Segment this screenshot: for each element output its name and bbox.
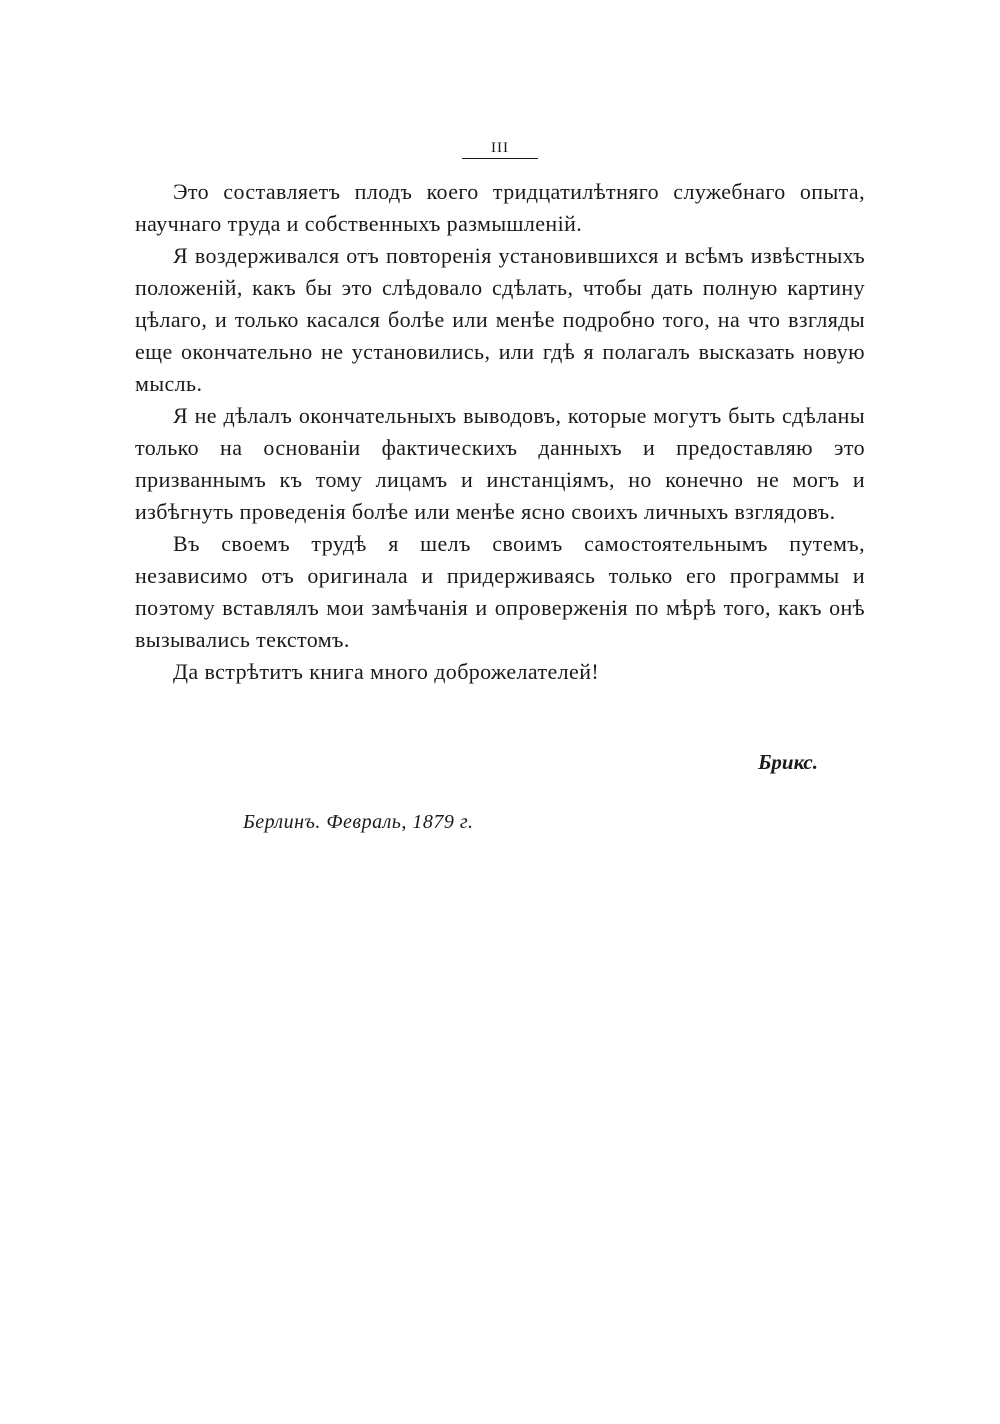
paragraph-4: Въ своемъ трудѣ я шелъ своимъ самостоятельнымъ путемъ, независимо отъ оригинала и придерживаясь только его программы и поэтому вставлялъ мои замѣчанія и опроверженія по мѣрѣ того, какъ онѣ вызывались текстомъ. (135, 531, 865, 652)
preface-body (135, 176, 865, 688)
paragraph-1: Это составляетъ плодъ коего тридцатилѣтняго служебнаго опыта, научнаго труда и собственныхъ размышленій. (135, 179, 865, 236)
author-signature: Брикс. (758, 750, 818, 774)
place-and-date: Берлинъ. Февраль, 1879 г. (243, 811, 474, 833)
paragraph-3: Я не дѣлалъ окончательныхъ выводовъ, которые могутъ быть сдѣланы только на основаніи фактическихъ данныхъ и предоставляю это призваннымъ къ тому лицамъ и инстанціямъ, но конечно не могъ и избѣгнуть проведенія болѣе или менѣе ясно своихъ личныхъ взглядовъ. (135, 403, 865, 524)
paragraph-2: Я воздерживался отъ повторенія установившихся и всѣмъ извѣстныхъ положеній, какъ бы это слѣдовало сдѣлать, чтобы дать полную картину цѣлаго, и только касался болѣе или менѣе подробно того, на что взгляды еще окончательно не установились, или гдѣ я полагалъ высказать новую мысль. (135, 243, 865, 396)
page-number-rule (462, 158, 538, 159)
page-number: III (491, 140, 509, 156)
paragraph-5: Да встрѣтитъ книга много доброжелателей! (173, 659, 600, 684)
